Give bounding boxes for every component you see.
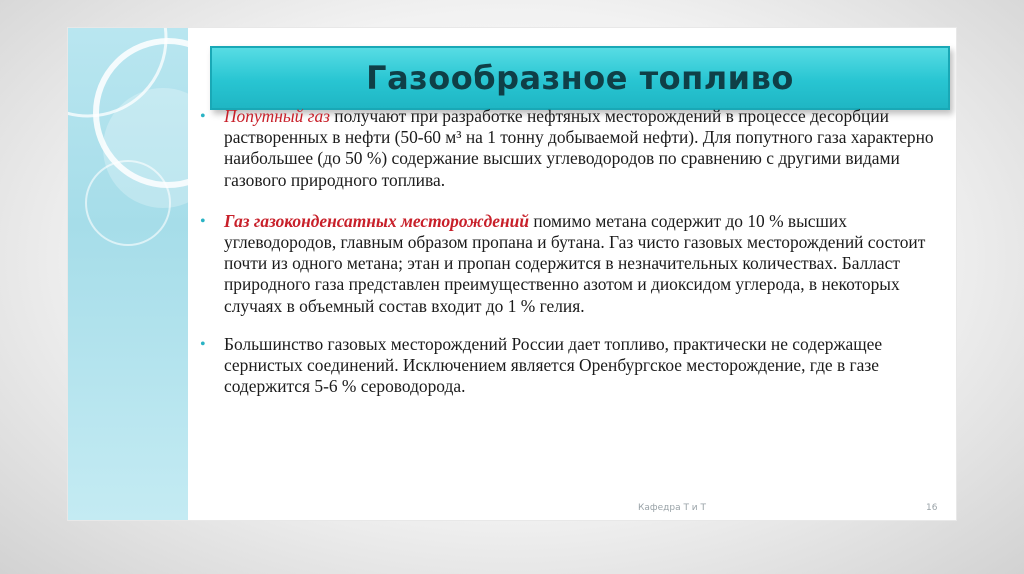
footer-label: Кафедра Т и Т [638,503,707,513]
slide [68,28,956,520]
paragraph-text: Большинство газовых месторождений России дает топливо, практически не содержащее сернистых соединений. Исключением является Оренбургское месторождение, где в газе содержится 5-6 % сероводорода. [224,333,883,397]
bullet-icon: • [200,335,206,353]
slide-body [196,106,946,397]
paragraph-text: получают при разработке нефтяных месторождений в процессе десорбции растворенных в нефти (50-60 м³ на 1 тонну добываемой нефти). Для попутного газа характерно наибольшее (до 50 %) содержание высших углеводородов по сравнению с другими видами газового природного топлива. [224,106,934,190]
paragraph-russian-fields [196,334,946,398]
paragraph-associated-gas [196,106,946,191]
paragraph-gas-condensate [196,211,946,317]
page-title: Газообразное топливо [366,59,794,97]
page-number: 16 [926,503,938,513]
title-bar [210,46,950,110]
paragraph-text: помимо метана содержит до 10 % высших углеводородов, главным образом пропана и бутана. Газ чисто газовых месторождений состоит почти из одного метана; этан и пропан содержится в незначительных количествах. Балласт природного газа представлен преимущественно азотом и диоксидом углерода, в некоторых случаях в объемный состав входит до 1 % гелия. [224,210,926,316]
term-associated-gas: Попутный газ [224,106,330,126]
bullet-icon: • [200,108,206,125]
term-gas-condensate: Газ газоконденсатных месторождений [224,210,529,231]
bullet-icon: • [200,212,206,230]
